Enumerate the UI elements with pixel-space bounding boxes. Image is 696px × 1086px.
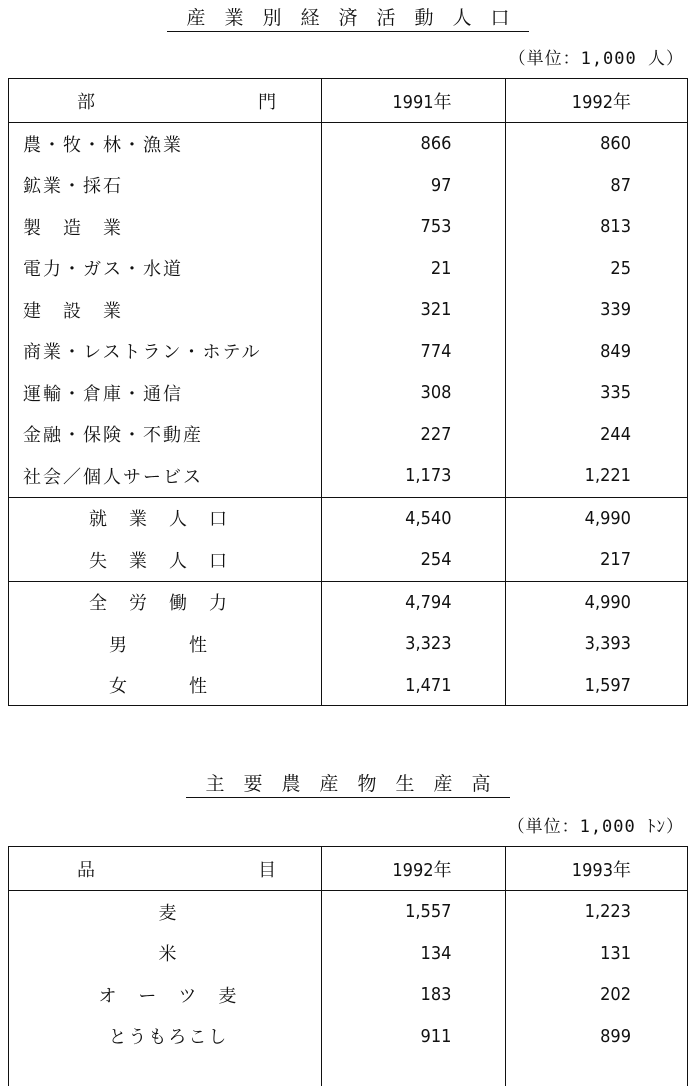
- row-value-1993: 202: [600, 984, 631, 1006]
- table-row: [9, 206, 687, 248]
- header-year-1992: 1992年: [392, 859, 452, 881]
- row-value-1992: 813: [600, 216, 631, 238]
- table2-unit: （単位：1,000 ﾄﾝ）: [507, 817, 684, 837]
- row-value-1991: 1,173: [405, 465, 452, 487]
- row-label: とうもろこし: [108, 1027, 229, 1049]
- header-sector-left: 部: [77, 91, 97, 113]
- table-row: [9, 891, 687, 933]
- row-label: 女 性: [109, 676, 209, 698]
- row-value-1993: 131: [600, 942, 631, 964]
- table1-title: 産業別経済活動人口: [0, 6, 696, 30]
- row-value-1992: 134: [420, 942, 452, 964]
- sector-rows: [9, 123, 687, 497]
- economic-population-table: [8, 78, 688, 706]
- table-header-row: [9, 847, 687, 891]
- header-item: [9, 856, 328, 882]
- row-value-1991: 4,540: [405, 507, 452, 529]
- table-row: [9, 582, 687, 624]
- row-label: 社会／個人サービス: [23, 466, 203, 488]
- row-value-1992: 860: [600, 133, 631, 155]
- row-label: 麦: [158, 902, 179, 924]
- row-value-1992: 339: [600, 299, 631, 321]
- row-value-1992: 849: [600, 340, 631, 362]
- header-year-1993: 1993年: [571, 859, 631, 881]
- header-item-right: 目: [258, 859, 279, 881]
- row-value-1992: 3,393: [584, 633, 631, 655]
- row-value-1991: 227: [420, 423, 452, 445]
- table-row: [9, 165, 687, 207]
- row-value-1991: 321: [420, 299, 452, 321]
- row-value-1992: 4,990: [584, 507, 631, 529]
- row-label: 電力・ガス・水道: [23, 259, 183, 281]
- table-row: [9, 414, 687, 456]
- table-row: [9, 289, 687, 331]
- row-label: 男 性: [109, 634, 209, 656]
- row-value-1991: 866: [420, 133, 452, 155]
- table-row: [9, 539, 687, 581]
- row-label: 米: [158, 944, 179, 966]
- agricultural-production-table: [8, 846, 688, 1086]
- table-row: [9, 623, 687, 665]
- employment-rows: [9, 497, 687, 581]
- row-value-1993: 1,223: [584, 901, 631, 923]
- table-header-row: [9, 79, 687, 123]
- header-sector-right: 門: [258, 91, 279, 113]
- labor-force-rows: [9, 581, 687, 707]
- row-value-1991: 1,471: [405, 674, 452, 696]
- row-value-1991: 753: [420, 216, 452, 238]
- row-value-1991: 4,794: [405, 591, 452, 613]
- row-value-1993: 899: [600, 1025, 631, 1047]
- table-row: [9, 372, 687, 414]
- row-value-1992: 1,221: [584, 465, 631, 487]
- row-value-1992: 1,557: [405, 901, 452, 923]
- row-value-1992: 244: [600, 423, 631, 445]
- table1-unit: （単位：1,000 人）: [508, 49, 684, 69]
- table-row: [9, 331, 687, 373]
- row-value-1992: 1,597: [584, 674, 631, 696]
- header-year-1991: 1991年: [392, 91, 452, 113]
- row-value-1991: 3,323: [405, 633, 452, 655]
- row-value-1992: 217: [600, 549, 631, 571]
- row-label: 金融・保険・不動産: [23, 425, 203, 447]
- row-value-1992: 87: [610, 174, 631, 196]
- table-row: [9, 974, 687, 1016]
- row-label: 建 設 業: [23, 300, 123, 322]
- table-row: [9, 498, 687, 540]
- header-item-left: 品: [77, 859, 97, 881]
- table-row: [9, 665, 687, 707]
- table-row: [9, 123, 687, 165]
- row-label: 失 業 人 口: [89, 550, 229, 572]
- header-year-1992: 1992年: [571, 91, 631, 113]
- row-label: 農・牧・林・漁業: [23, 134, 183, 156]
- row-value-1991: 308: [420, 382, 452, 404]
- row-value-1992: 25: [610, 257, 631, 279]
- table-row: [9, 1016, 687, 1058]
- row-label: 運輸・倉庫・通信: [23, 383, 183, 405]
- row-label: 製 造 業: [23, 217, 123, 239]
- table-row: [9, 933, 687, 975]
- table2-title: 主要農産物生産高: [0, 772, 696, 796]
- row-label: 商業・レストラン・ホテル: [23, 342, 262, 364]
- row-value-1992: 911: [420, 1025, 452, 1047]
- row-label: オ ー ツ 麦: [98, 985, 239, 1007]
- table-row: [9, 455, 687, 497]
- row-value-1991: 21: [430, 257, 452, 279]
- row-label: 就 業 人 口: [89, 509, 229, 531]
- row-value-1992: 4,990: [584, 591, 631, 613]
- row-label: 全 労 働 力: [89, 593, 229, 615]
- row-label: 鉱業・採石: [23, 176, 123, 198]
- row-value-1991: 97: [430, 174, 452, 196]
- row-value-1992: 335: [600, 382, 631, 404]
- row-value-1992: 183: [420, 984, 452, 1006]
- header-sector: [9, 88, 328, 114]
- table-row: [9, 248, 687, 290]
- row-value-1991: 254: [420, 549, 452, 571]
- row-value-1991: 774: [420, 340, 452, 362]
